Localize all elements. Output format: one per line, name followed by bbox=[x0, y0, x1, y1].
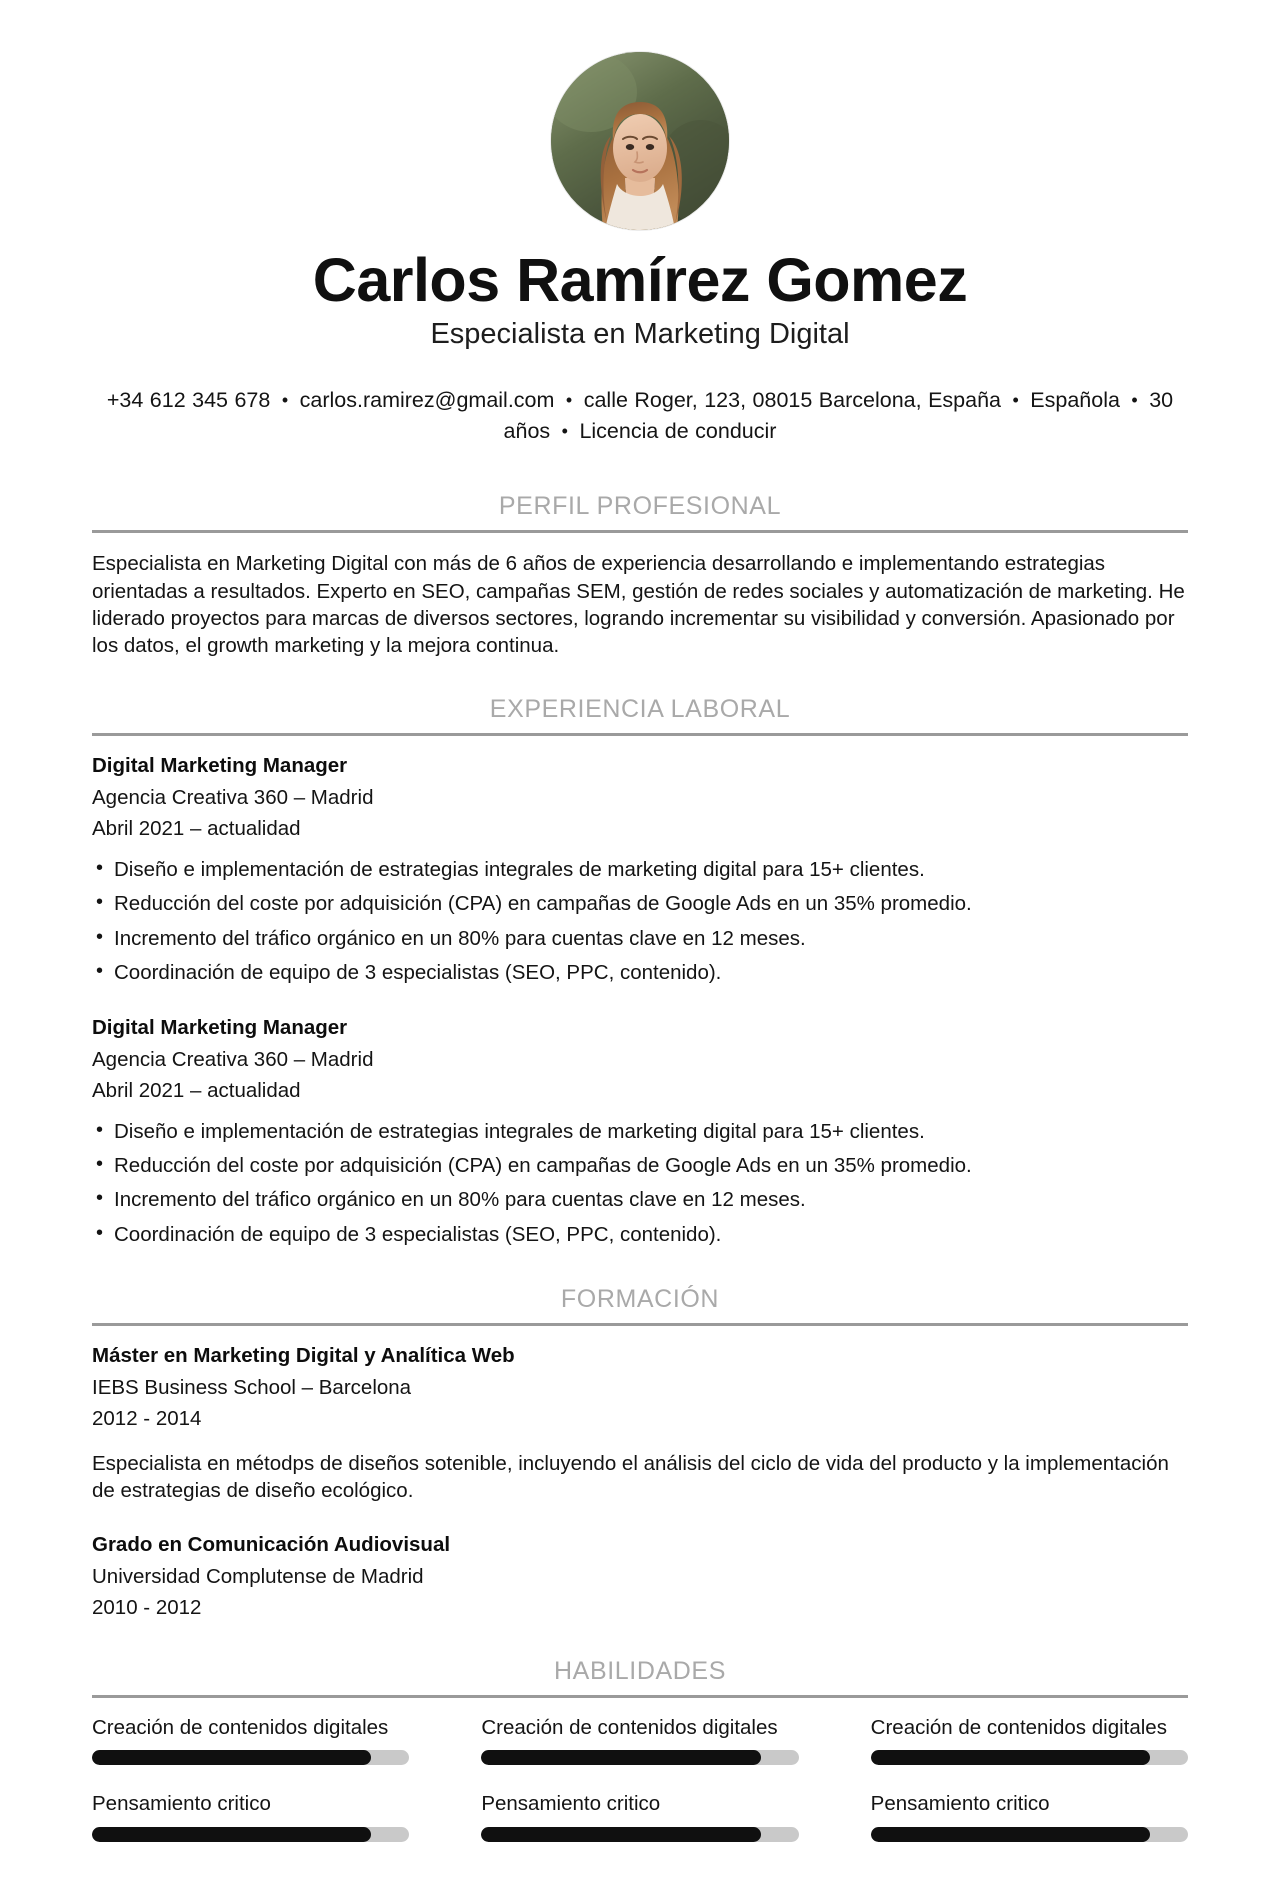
experience-entry bbox=[92, 1015, 1188, 1248]
list-item: • Diseño e implementación de estrategias integrales de marketing digital para 15+ clientes. bbox=[92, 856, 1188, 883]
section-experience bbox=[92, 695, 1188, 1247]
section-profile bbox=[92, 492, 1188, 659]
spacer bbox=[92, 665, 1188, 695]
list-item: • Incremento del tráfico orgánico en un 80% para cuentas clave en 12 meses. bbox=[92, 925, 1188, 952]
skill-level-fill bbox=[481, 1750, 760, 1765]
education-description: Especialista en métodps de diseños sotenible, incluyendo el análisis del ciclo de vida del producto y la implementación de estrategias de diseño ecológico. bbox=[92, 1451, 1169, 1502]
skill-level-track bbox=[92, 1827, 409, 1842]
contact-nationality: Española bbox=[1030, 388, 1120, 413]
list-item: • Reducción del coste por adquisición (CPA) en campañas de Google Ads en un 35% promedio. bbox=[92, 1152, 1188, 1179]
list-item: • Diseño e implementación de estrategias integrales de marketing digital para 15+ clientes. bbox=[92, 1118, 1188, 1145]
skill-level-track bbox=[92, 1750, 409, 1765]
list-item: • Incremento del tráfico orgánico en un 80% para cuentas clave en 12 meses. bbox=[92, 1186, 1188, 1213]
bullet-separator-icon: • bbox=[1131, 390, 1138, 411]
skill-label: Pensamiento critico bbox=[92, 1792, 271, 1816]
section-divider bbox=[92, 1695, 1188, 1698]
skill-level-track bbox=[481, 1827, 798, 1842]
section-skills bbox=[92, 1657, 1188, 1842]
skill-level-fill bbox=[92, 1827, 371, 1842]
experience-dates: Abril 2021 – actualidad bbox=[92, 817, 301, 841]
contact-line bbox=[92, 385, 1188, 446]
page-title: Carlos Ramírez Gomez bbox=[312, 246, 968, 314]
bullet-separator-icon: • bbox=[281, 390, 289, 411]
spacer bbox=[92, 1627, 1188, 1657]
education-dates: 2012 - 2014 bbox=[92, 1406, 202, 1430]
education-degree: Máster en Marketing Digital y Analítica Web bbox=[92, 1343, 515, 1367]
profile-text: Especialista en Marketing Digital con más de 6 años de experiencia desarrollando e implementando estrategias orientadas a resultados. Experto en SEO, campañas SEM, gestión de redes sociales y automatización de marketing. He liderado proyectos para marcas de diversos sectores, logrando incrementar su visibilidad y conversión. Apasionado por los datos, el growth marketing y la mejora continua. bbox=[92, 552, 1185, 658]
contact-phone: +34 612 345 678 bbox=[106, 388, 271, 413]
skill-item bbox=[481, 1715, 798, 1766]
section-heading-profile: PERFIL PROFESIONAL bbox=[498, 492, 782, 521]
skill-level-track bbox=[871, 1827, 1188, 1842]
skill-item bbox=[92, 1715, 409, 1766]
avatar bbox=[551, 52, 729, 230]
skill-label: Pensamiento critico bbox=[481, 1792, 661, 1816]
education-institution: IEBS Business School – Barcelona bbox=[92, 1375, 412, 1399]
skill-level-track bbox=[481, 1750, 798, 1765]
skill-label: Pensamiento critico bbox=[870, 1792, 1050, 1816]
bullet-separator-icon: • bbox=[561, 420, 568, 441]
list-item: • Reducción del coste por adquisición (CPA) en campañas de Google Ads en un 35% promedio. bbox=[92, 890, 1188, 917]
education-institution: Universidad Complutense de Madrid bbox=[92, 1564, 424, 1588]
spacer bbox=[92, 1255, 1188, 1285]
profile-photo-icon bbox=[551, 52, 729, 230]
experience-bullet-list bbox=[92, 1118, 1188, 1248]
spacer bbox=[92, 993, 1188, 1015]
experience-entry bbox=[92, 753, 1188, 986]
experience-company: Agencia Creativa 360 – Madrid bbox=[92, 1047, 374, 1071]
contact-age: 30 años bbox=[503, 388, 1174, 443]
education-degree: Grado en Comunicación Audiovisual bbox=[92, 1533, 451, 1557]
skill-label: Creación de contenidos digitales bbox=[92, 1715, 389, 1739]
skill-label: Creación de contenidos digitales bbox=[481, 1715, 778, 1739]
experience-company: Agencia Creativa 360 – Madrid bbox=[92, 786, 374, 810]
section-heading-skills: HABILIDADES bbox=[554, 1656, 726, 1685]
spacer bbox=[92, 1436, 1188, 1450]
profile-photo-container bbox=[92, 52, 1188, 230]
section-heading-education: FORMACIÓN bbox=[560, 1284, 720, 1313]
contact-license: Licencia de conducir bbox=[579, 418, 777, 443]
skill-level-fill bbox=[92, 1750, 371, 1765]
experience-bullet-list bbox=[92, 856, 1188, 986]
experience-dates: Abril 2021 – actualidad bbox=[92, 1078, 301, 1102]
bullet-separator-icon: • bbox=[565, 390, 573, 411]
experience-job-title: Digital Marketing Manager bbox=[92, 1016, 348, 1040]
experience-job-title: Digital Marketing Manager bbox=[92, 754, 348, 778]
skill-label: Creación de contenidos digitales bbox=[870, 1715, 1167, 1739]
job-title: Especialista en Marketing Digital bbox=[430, 318, 850, 351]
skill-level-fill bbox=[871, 1750, 1150, 1765]
section-divider bbox=[92, 733, 1188, 736]
education-entry bbox=[92, 1343, 1188, 1504]
list-item: • Coordinación de equipo de 3 especialistas (SEO, PPC, contenido). bbox=[92, 1221, 1188, 1248]
skill-item bbox=[871, 1791, 1188, 1842]
skill-level-fill bbox=[481, 1827, 760, 1842]
skills-grid bbox=[92, 1715, 1188, 1842]
skill-item bbox=[481, 1791, 798, 1842]
section-education bbox=[92, 1285, 1188, 1621]
skill-item bbox=[871, 1715, 1188, 1766]
section-heading-experience: EXPERIENCIA LABORAL bbox=[489, 695, 791, 724]
skill-item bbox=[92, 1791, 409, 1842]
list-item: • Coordinación de equipo de 3 especialistas (SEO, PPC, contenido). bbox=[92, 959, 1188, 986]
education-entry bbox=[92, 1532, 1188, 1621]
section-divider bbox=[92, 1323, 1188, 1326]
skill-level-track bbox=[871, 1750, 1188, 1765]
skill-level-fill bbox=[871, 1827, 1150, 1842]
bullet-separator-icon: • bbox=[1012, 390, 1019, 411]
contact-email: carlos.ramirez@gmail.com bbox=[299, 388, 555, 413]
contact-address: calle Roger, 123, 08015 Barcelona, España bbox=[583, 388, 1001, 413]
education-dates: 2010 - 2012 bbox=[92, 1595, 202, 1619]
section-divider bbox=[92, 530, 1188, 533]
spacer bbox=[92, 1510, 1188, 1532]
